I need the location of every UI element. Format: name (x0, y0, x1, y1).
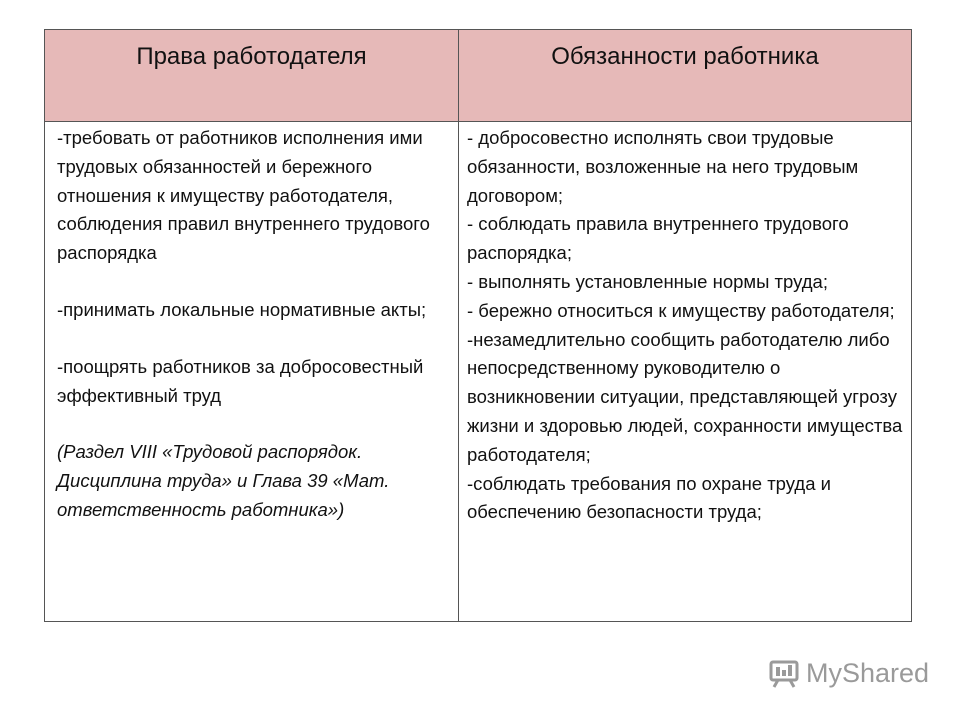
watermark-logo (768, 655, 929, 691)
employer-right-item: -принимать локальные нормативные акты; (57, 298, 427, 320)
employee-duty-item: -соблюдать требования по охране труда и обеспечению безопасности труда; (467, 472, 831, 523)
employee-duties-cell (459, 122, 912, 622)
legal-reference-note: (Раздел VIII «Трудовой распорядок. Дисциплина труда» и Глава 39 «Мат. ответственность работника») (57, 441, 390, 520)
presentation-board-icon (768, 657, 800, 689)
employee-duty-item: -незамедлительно сообщить работодателю либо непосредственному руководителю о возникновении ситуации, представляющей угрозу жизни и здоровью людей, сохранности имущества работодателя; (467, 328, 903, 465)
content-row (45, 122, 912, 622)
employer-right-item: -требовать от работников исполнения ими трудовых обязанностей и бережного отношения к имуществу работодателя, соблюдения правил внутреннего трудового распорядка (57, 127, 430, 264)
watermark-text: MyShared (806, 657, 930, 688)
employer-right-item: -поощрять работников за добросовестный эффективный труд (57, 355, 424, 406)
header-employer-rights: Права работодателя (45, 30, 459, 122)
employee-duty-item: - добросовестно исполнять свои трудовые обязанности, возложенные на него трудовым договором; (467, 127, 859, 206)
header-row (45, 30, 912, 122)
header-employee-duties: Обязанности работника (459, 30, 912, 122)
employee-duty-item: - бережно относиться к имуществу работодателя; (467, 299, 895, 321)
employee-duty-item: - соблюдать правила внутреннего трудового распорядка; (467, 213, 849, 264)
employee-duty-item: - выполнять установленные нормы труда; (467, 270, 828, 292)
employer-rights-cell (45, 122, 459, 622)
rights-duties-table (44, 29, 912, 622)
